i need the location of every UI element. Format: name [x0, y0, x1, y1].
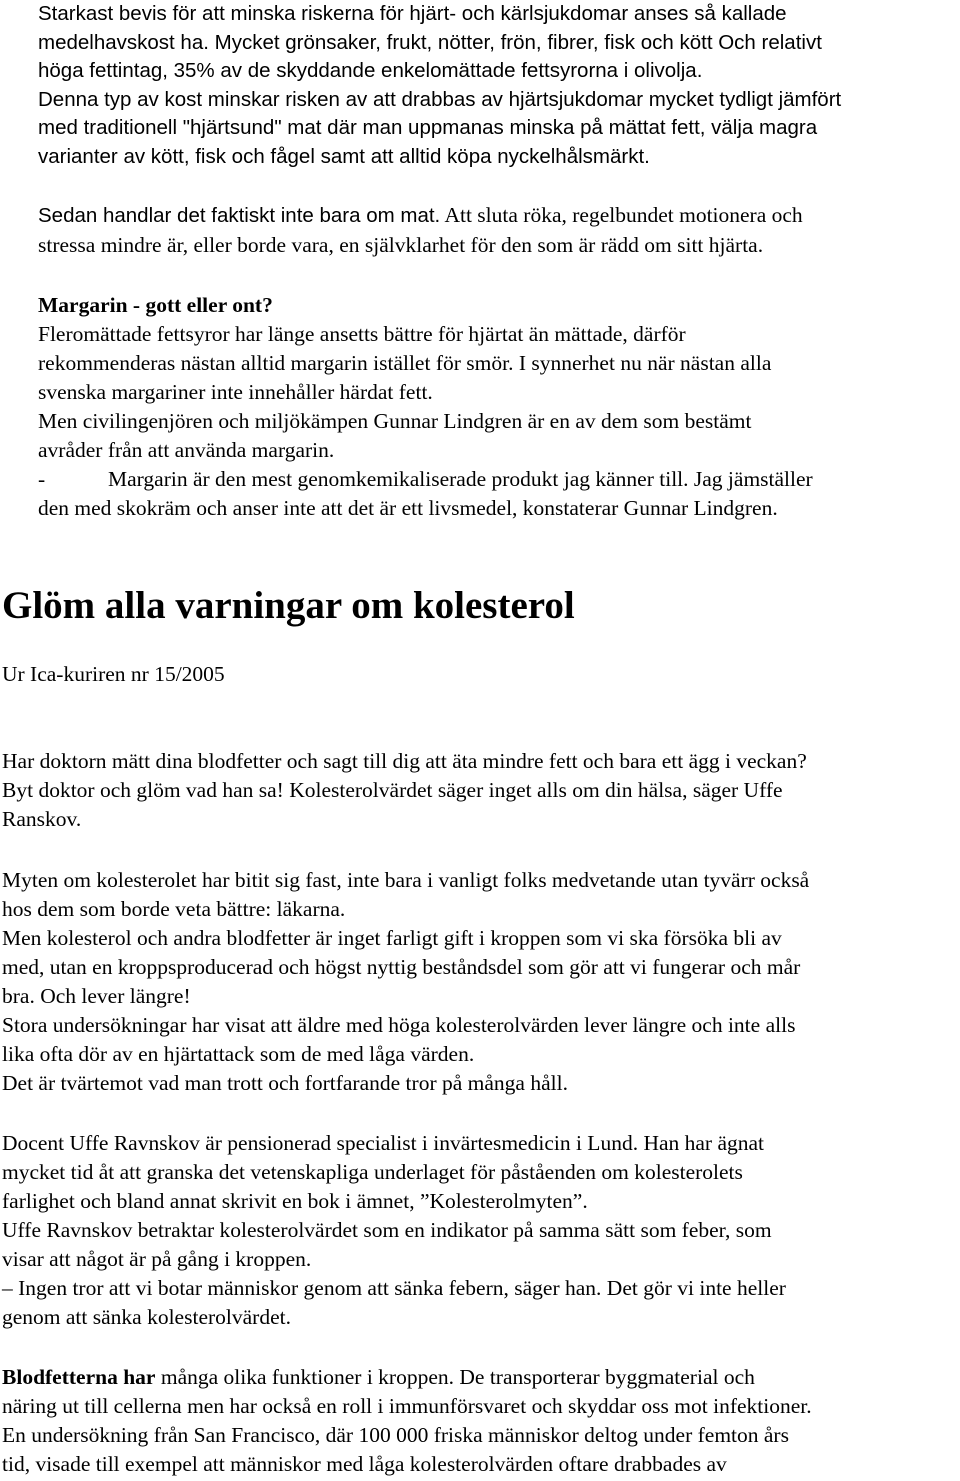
bold-lead: Blodfetterna har [2, 1365, 156, 1389]
text-line: varianter av kött, fisk och fågel samt att alltid köpa nyckelhålsmärkt. [38, 144, 650, 168]
text-line: svenska margariner inte innehåller härdat fett. [38, 380, 433, 404]
section-heading: Margarin - gott eller ont? [38, 293, 273, 317]
text-line: – Ingen tror att vi botar människor genom att sänka febern, säger han. Det gör vi inte heller [2, 1276, 786, 1300]
article-body-1 [2, 866, 809, 1098]
text-line: farlighet och bland annat skrivit en bok i ämnet, ”Kolesterolmyten”. [2, 1189, 588, 1213]
article-title: Glöm alla varningar om kolesterol [2, 584, 575, 627]
text-line: näring ut till cellerna men har också en roll i immunförsvaret och skyddar oss mot infektioner. [2, 1394, 812, 1418]
text-line: rekommenderas nästan alltid margarin istället för smör. I synnerhet nu när nästan alla [38, 351, 772, 375]
text-line: med, utan en kroppsproducerad och högst nyttig beståndsdel som gör att vi fungerar och mår [2, 955, 801, 979]
text-line: Starkast bevis för att minska riskerna för hjärt- och kärlsjukdomar anses så kallade [38, 2, 787, 25]
text-line: Men civilingenjören och miljökämpen Gunnar Lindgren är en av dem som bestämt [38, 409, 752, 433]
text-line: mycket tid åt att granska det vetenskapliga underlaget för påståenden om kolesterolets [2, 1160, 743, 1184]
article-lead [2, 747, 807, 834]
text-line: medelhavskost ha. Mycket grönsaker, frukt, nötter, frön, fibrer, fisk och kött Och relativt [38, 30, 822, 54]
intro-paragraph [38, 0, 841, 171]
margarin-section [38, 291, 813, 523]
text-line: Har doktorn mätt dina blodfetter och sagt till dig att äta mindre fett och bara ett ägg i veckan? [2, 749, 807, 773]
text-line: Ranskov. [2, 807, 82, 831]
text-line: Stora undersökningar har visat att äldre med höga kolesterolvärden lever längre och inte alls [2, 1013, 796, 1037]
article-source: Ur Ica-kuriren nr 15/2005 [2, 662, 225, 686]
article-body-2 [2, 1129, 786, 1332]
text-line: Docent Uffe Ravnskov är pensionerad specialist i invärtesmedicin i Lund. Han har ägnat [2, 1131, 765, 1155]
text-line: visar att något är på gång i kroppen. [2, 1247, 312, 1271]
article-body-3 [2, 1363, 812, 1479]
text-line: höga fettintag, 35% av de skyddande enkelomättade fettsyrorna i olivolja. [38, 59, 703, 82]
text-line: Byt doktor och glöm vad han sa! Kolesterolvärdet säger inget alls om din hälsa, säger Uffe [2, 778, 783, 802]
text-line: genom att sänka kolesterolvärdet. [2, 1305, 291, 1329]
lifestyle-lead: Sedan handlar det faktiskt inte bara om mat. [38, 204, 441, 227]
text-line: stressa mindre är, eller borde vara, en självklarhet för den som är rädd om sitt hjärta. [38, 232, 764, 257]
text-line: Myten om kolesterolet har bitit sig fast, inte bara i vanligt folks medvetande utan tyvärr också [2, 868, 810, 892]
text-line: hos dem som borde veta bättre: läkarna. [2, 897, 346, 921]
lifestyle-paragraph [38, 201, 803, 260]
text-line: avråder från att använda margarin. [38, 438, 335, 462]
text-line: bra. Och lever längre! [2, 984, 191, 1008]
text-line: med traditionell "hjärtsund" mat där man uppmanas minska på mättat fett, välja magra [38, 116, 818, 139]
text-line: tid, visade till exempel att människor med låga kolesterolvärden oftare drabbades av [2, 1452, 727, 1476]
text-line: Blodfetterna har många olika funktioner i kroppen. De transporterar byggmaterial och [2, 1365, 755, 1389]
text-line: Men kolesterol och andra blodfetter är inget farligt gift i kroppen som vi ska försöka bli av [2, 926, 782, 950]
text-line: Det är tvärtemot vad man trott och fortfarande tror på många håll. [2, 1071, 568, 1095]
quote-line: den med skokräm och anser inte att det är ett livsmedel, konstaterar Gunnar Lindgren. [38, 496, 778, 520]
quote-dash: - [38, 467, 46, 491]
text-line: Denna typ av kost minskar risken av att drabbas av hjärtsjukdomar mycket tydligt jämfört [38, 87, 842, 111]
text-line: lika ofta dör av en hjärtattack som de med låga värden. [2, 1042, 475, 1066]
text-line: Uffe Ravnskov betraktar kolesterolvärdet som en indikator på samma sätt som feber, som [2, 1218, 772, 1242]
lifestyle-rest: Att sluta röka, regelbundet motionera och [440, 203, 803, 227]
text-line: Fleromättade fettsyror har länge ansetts bättre för hjärtat än mättade, därför [38, 322, 686, 346]
quote-line: - Margarin är den mest genomkemikaliserade produkt jag känner till. Jag jämställer [38, 465, 813, 494]
text-line: En undersökning från San Francisco, där 100 000 friska människor deltog under femton års [2, 1423, 789, 1447]
